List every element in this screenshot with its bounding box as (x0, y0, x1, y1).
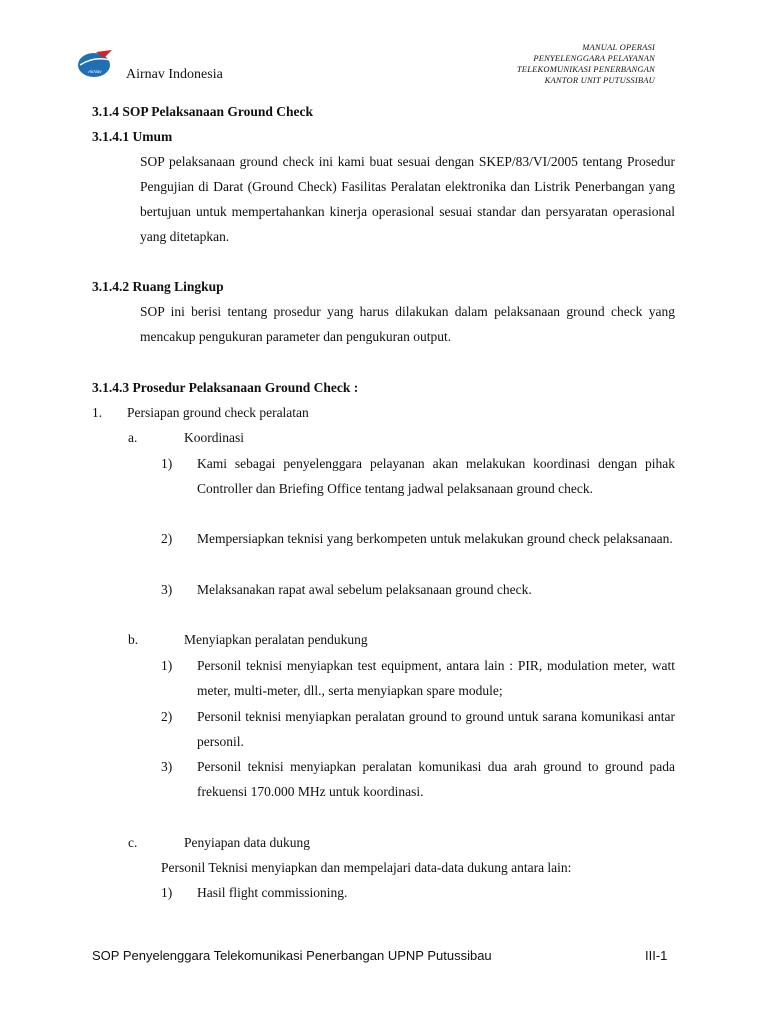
sub-c-label: Penyiapan data dukung (184, 835, 310, 850)
list-number: 1) (161, 456, 173, 471)
page-number: III-1 (645, 948, 668, 963)
list-marker: 1. (92, 405, 103, 420)
list-number: 1) (161, 658, 173, 673)
prosedur-heading: 3.1.4.3 Prosedur Pelaksanaan Ground Check : (92, 380, 359, 395)
list-number: 3) (161, 759, 173, 774)
list-item: Kami sebagai penyelenggara pelayanan akan melakukan koordinasi dengan pihak Controller dan Briefing Office tentang jadwal pelaksanaan ground check. (197, 456, 675, 496)
list-number: 2) (161, 531, 173, 546)
section-title: 3.1.4 SOP Pelaksanaan Ground Check (92, 104, 314, 119)
org-name: Airnav Indonesia (126, 67, 223, 82)
sub-c-intro: Personil Teknisi menyiapkan dan mempelajari data-data dukung antara lain: (161, 860, 572, 875)
manual-line: KANTOR UNIT PUTUSSIBAU (544, 75, 655, 85)
list-number: 2) (161, 709, 173, 724)
list-item: Personil teknisi menyiapkan test equipment, antara lain : PIR, modulation meter, watt meter, multi-meter, dll., serta menyiapkan spare module; (197, 658, 675, 698)
manual-line: PENYELENGGARA PELAYANAN (533, 53, 655, 63)
item1-label: Persiapan ground check peralatan (127, 405, 309, 420)
manual-line: MANUAL OPERASI (582, 42, 655, 52)
list-marker: b. (128, 632, 139, 647)
list-item: Mempersiapkan teknisi yang berkompeten untuk melakukan ground check pelaksanaan. (197, 531, 673, 546)
list-marker: c. (128, 835, 138, 850)
list-item: Personil teknisi menyiapkan peralatan komunikasi dua arah ground to ground pada frekuensi 170.000 MHz untuk koordinasi. (197, 759, 675, 799)
list-item: Hasil flight commissioning. (197, 885, 348, 900)
ruang-lingkup-body: SOP ini berisi tentang prosedur yang harus dilakukan dalam pelaksanaan ground check yang mencakup pengukuran parameter dan pengukuran output. (140, 304, 675, 344)
list-item: Melaksanakan rapat awal sebelum pelaksanaan ground check. (197, 582, 532, 597)
umum-heading: 3.1.4.1 Umum (92, 129, 173, 144)
footer-title: SOP Penyelenggara Telekomunikasi Penerbangan UPNP Putussibau (92, 948, 492, 963)
umum-body: SOP pelaksanaan ground check ini kami buat sesuai dengan SKEP/83/VI/2005 tentang Prosedur Pengujian di Darat (Ground Check) Fasilitas Peralatan elektronika dan Listrik Penerbangan yang bertujuan untuk mempertahankan kinerja operasional sesuai standar dan persyaratan operasional yang ditetapkan. (140, 154, 675, 244)
airnav-logo-icon (76, 48, 116, 78)
list-marker: a. (128, 430, 138, 445)
manual-header (517, 42, 655, 86)
logo-text: AirNav (88, 69, 102, 74)
airnav-logo (76, 48, 116, 78)
sub-b-label: Menyiapkan peralatan pendukung (184, 632, 368, 647)
list-number: 1) (161, 885, 173, 900)
list-item: Personil teknisi menyiapkan peralatan ground to ground untuk sarana komunikasi antar personil. (197, 709, 675, 749)
manual-line: TELEKOMUNIKASI PENERBANGAN (516, 64, 655, 74)
list-number: 3) (161, 582, 173, 597)
sub-a-label: Koordinasi (184, 430, 244, 445)
ruang-lingkup-heading: 3.1.4.2 Ruang Lingkup (92, 279, 224, 294)
